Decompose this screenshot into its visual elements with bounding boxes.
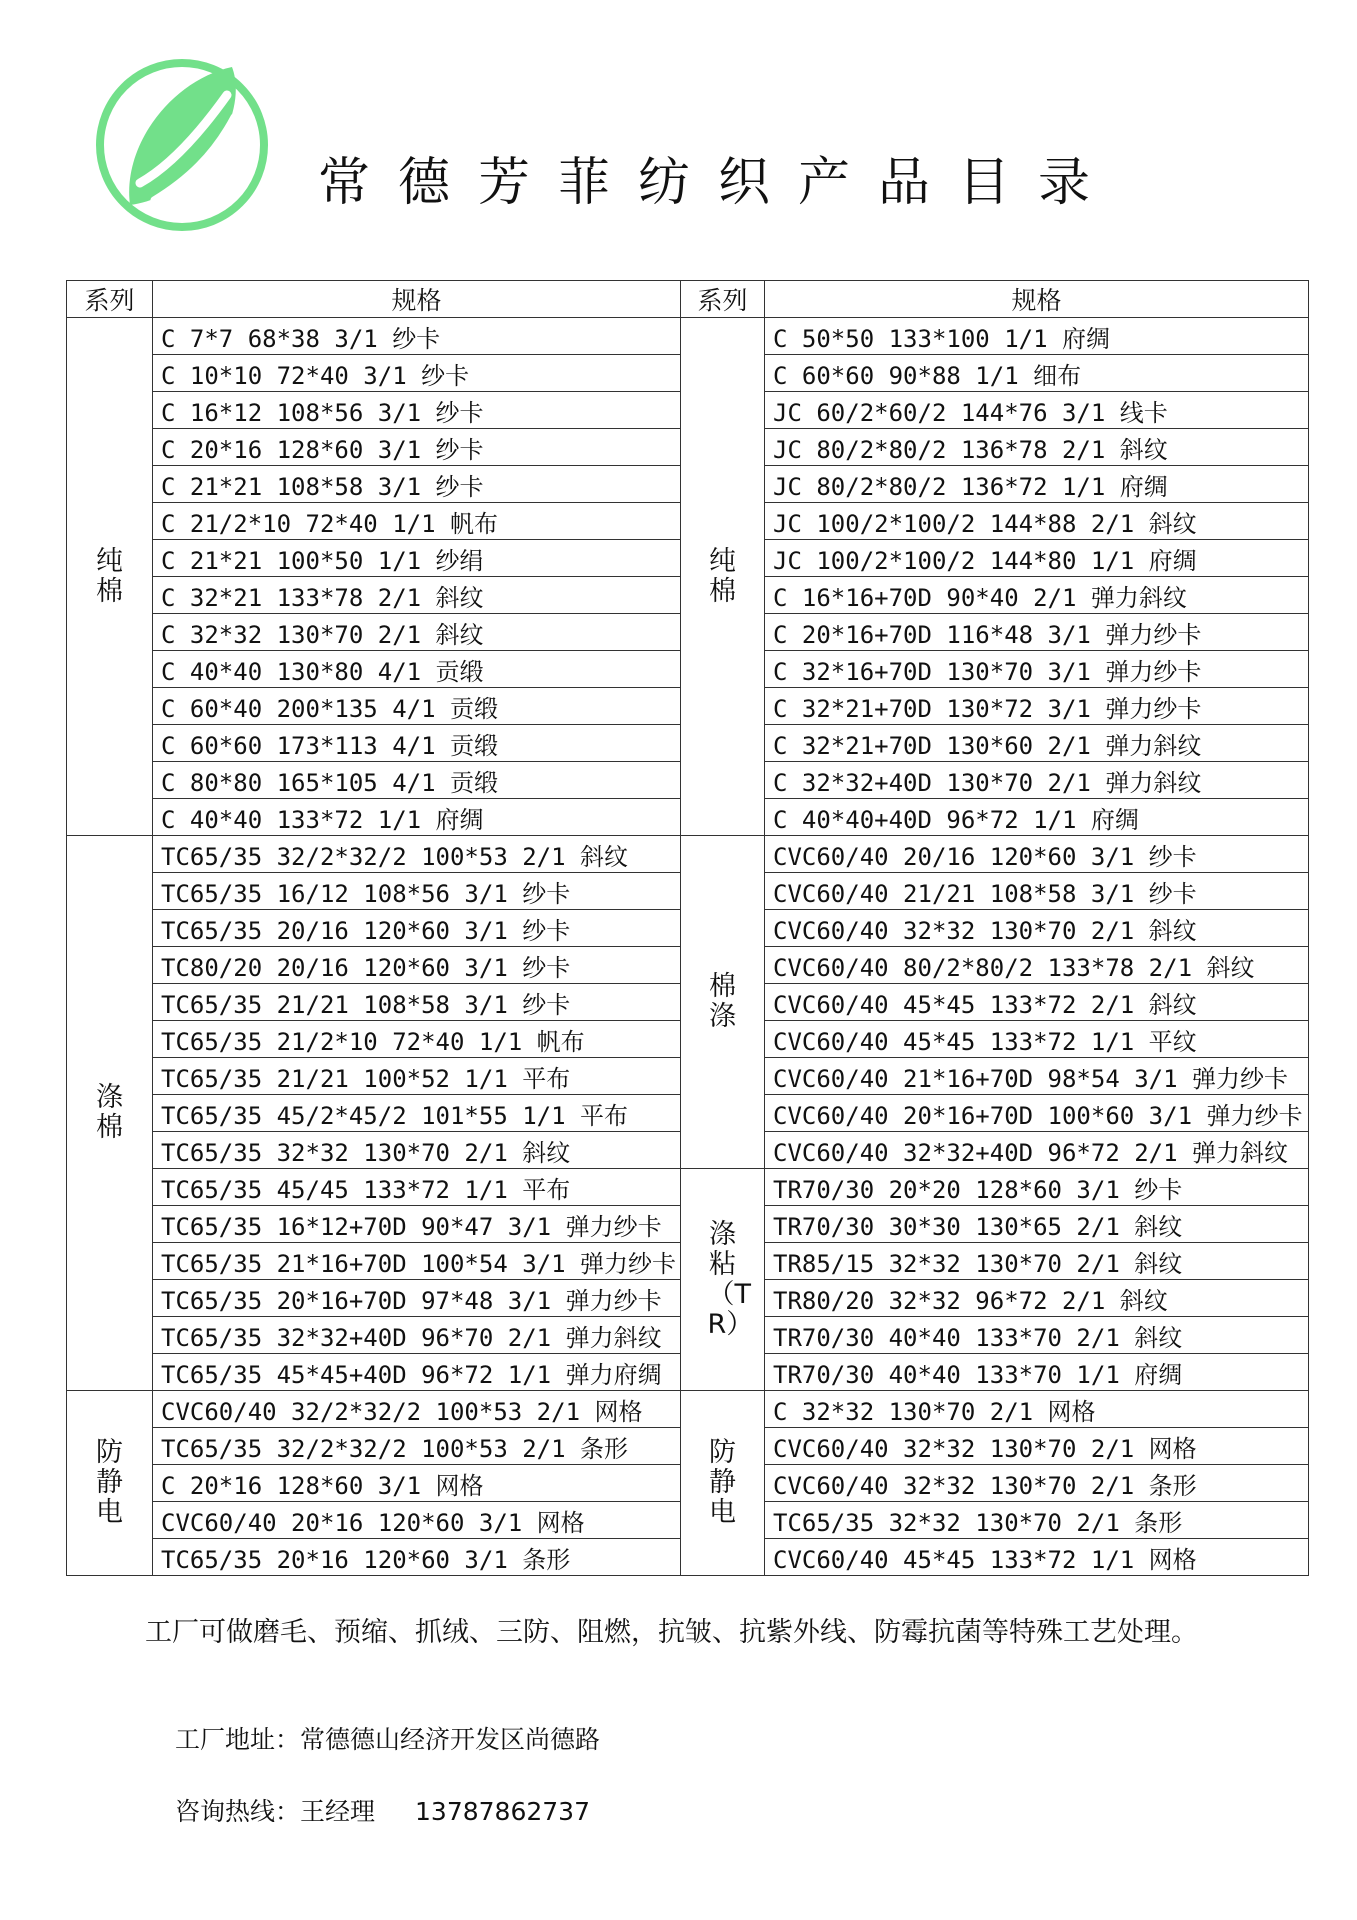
- spec-cell-right: JC 100/2*100/2 144*88 2/1 斜纹: [765, 503, 1309, 540]
- spec-cell-left: C 7*7 68*38 3/1 纱卡: [153, 318, 681, 355]
- spec-cell-right: CVC60/40 80/2*80/2 133*78 2/1 斜纹: [765, 947, 1309, 984]
- spec-cell-left: C 16*12 108*56 3/1 纱卡: [153, 392, 681, 429]
- company-logo: [92, 55, 272, 235]
- spec-cell-left: C 80*80 165*105 4/1 贡缎: [153, 762, 681, 799]
- spec-cell-right: C 32*16+70D 130*70 3/1 弹力纱卡: [765, 651, 1309, 688]
- series-label: 涤棉: [96, 1082, 123, 1143]
- series-cell-right: [681, 1169, 765, 1391]
- spec-cell-left: TC65/35 21/21 108*58 3/1 纱卡: [153, 984, 681, 1021]
- spec-cell-left: CVC60/40 32/2*32/2 100*53 2/1 网格: [153, 1391, 681, 1428]
- series-label: 防静电: [96, 1437, 123, 1528]
- spec-cell-right: CVC60/40 20*16+70D 100*60 3/1 弹力纱卡: [765, 1095, 1309, 1132]
- spec-cell-left: C 20*16 128*60 3/1 网格: [153, 1465, 681, 1502]
- spec-cell-right: C 50*50 133*100 1/1 府绸: [765, 318, 1309, 355]
- spec-cell-left: TC65/35 45/45 133*72 1/1 平布: [153, 1169, 681, 1206]
- spec-cell-left: C 32*32 130*70 2/1 斜纹: [153, 614, 681, 651]
- series-cell-right: [681, 318, 765, 836]
- spec-cell-left: TC65/35 32*32 130*70 2/1 斜纹: [153, 1132, 681, 1169]
- spec-cell-right: TR70/30 40*40 133*70 2/1 斜纹: [765, 1317, 1309, 1354]
- spec-cell-left: C 10*10 72*40 3/1 纱卡: [153, 355, 681, 392]
- spec-cell-right: TR70/30 30*30 130*65 2/1 斜纹: [765, 1206, 1309, 1243]
- spec-cell-left: TC80/20 20/16 120*60 3/1 纱卡: [153, 947, 681, 984]
- spec-cell-right: TR70/30 40*40 133*70 1/1 府绸: [765, 1354, 1309, 1391]
- spec-cell-left: C 60*60 173*113 4/1 贡缎: [153, 725, 681, 762]
- hotline-contact: 王经理: [300, 1797, 376, 1826]
- table-row: [67, 318, 1309, 355]
- spec-cell-right: C 32*21+70D 130*60 2/1 弹力斜纹: [765, 725, 1309, 762]
- spec-cell-right: TR70/30 20*20 128*60 3/1 纱卡: [765, 1169, 1309, 1206]
- spec-cell-right: C 32*32+40D 130*70 2/1 弹力斜纹: [765, 762, 1309, 799]
- spec-cell-right: C 32*32 130*70 2/1 网格: [765, 1391, 1309, 1428]
- series-label: 纯棉: [96, 545, 123, 607]
- product-catalog-table: [66, 280, 1309, 1576]
- series-cell-right: [681, 836, 765, 1169]
- spec-cell-left: TC65/35 21*16+70D 100*54 3/1 弹力纱卡: [153, 1243, 681, 1280]
- address-value: 常德德山经济开发区尚德路: [300, 1725, 601, 1754]
- series-label: 涤粘（TR）: [707, 1218, 754, 1340]
- spec-cell-right: JC 60/2*60/2 144*76 3/1 线卡: [765, 392, 1309, 429]
- spec-cell-left: C 20*16 128*60 3/1 纱卡: [153, 429, 681, 466]
- spec-cell-left: TC65/35 32*32+40D 96*70 2/1 弹力斜纹: [153, 1317, 681, 1354]
- spec-cell-right: CVC60/40 21/21 108*58 3/1 纱卡: [765, 873, 1309, 910]
- table-row: [67, 836, 1309, 873]
- series-label: 纯棉: [709, 545, 736, 607]
- spec-cell-right: JC 80/2*80/2 136*72 1/1 府绸: [765, 466, 1309, 503]
- spec-cell-left: CVC60/40 20*16 120*60 3/1 网格: [153, 1502, 681, 1539]
- header-spec-right: 规格: [765, 281, 1309, 318]
- table-row: [67, 1391, 1309, 1428]
- spec-cell-left: C 60*40 200*135 4/1 贡缎: [153, 688, 681, 725]
- process-note: 工厂可做磨毛、预缩、抓绒、三防、阻燃，抗皱、抗紫外线、防霉抗菌等特殊工艺处理。: [145, 1617, 1198, 1648]
- header-series-right: 系列: [681, 281, 765, 318]
- series-cell-left: [67, 318, 153, 836]
- spec-cell-left: TC65/35 45*45+40D 96*72 1/1 弹力府绸: [153, 1354, 681, 1391]
- spec-cell-left: C 21/2*10 72*40 1/1 帆布: [153, 503, 681, 540]
- spec-cell-left: TC65/35 20*16+70D 97*48 3/1 弹力纱卡: [153, 1280, 681, 1317]
- spec-cell-right: CVC60/40 45*45 133*72 1/1 网格: [765, 1539, 1309, 1576]
- spec-cell-left: C 40*40 130*80 4/1 贡缎: [153, 651, 681, 688]
- spec-cell-left: TC65/35 16*12+70D 90*47 3/1 弹力纱卡: [153, 1206, 681, 1243]
- spec-cell-left: TC65/35 16/12 108*56 3/1 纱卡: [153, 873, 681, 910]
- spec-cell-right: C 16*16+70D 90*40 2/1 弹力斜纹: [765, 577, 1309, 614]
- page-title: 常德芳菲纺织产品目录: [318, 153, 1119, 213]
- spec-cell-right: C 40*40+40D 96*72 1/1 府绸: [765, 799, 1309, 836]
- spec-cell-right: TR80/20 32*32 96*72 2/1 斜纹: [765, 1280, 1309, 1317]
- series-cell-right: [681, 1391, 765, 1576]
- header-series-left: 系列: [67, 281, 153, 318]
- spec-cell-right: CVC60/40 32*32+40D 96*72 2/1 弹力斜纹: [765, 1132, 1309, 1169]
- spec-cell-left: TC65/35 20*16 120*60 3/1 条形: [153, 1539, 681, 1576]
- spec-cell-right: C 32*21+70D 130*72 3/1 弹力纱卡: [765, 688, 1309, 725]
- spec-cell-right: CVC60/40 45*45 133*72 1/1 平纹: [765, 1021, 1309, 1058]
- spec-cell-left: TC65/35 21/21 100*52 1/1 平布: [153, 1058, 681, 1095]
- hotline-phone: 13787862737: [415, 1797, 590, 1826]
- series-cell-left: [67, 836, 153, 1391]
- hotline: [175, 1792, 590, 1828]
- spec-cell-right: TC65/35 32*32 130*70 2/1 条形: [765, 1502, 1309, 1539]
- series-label: 防静电: [709, 1437, 736, 1528]
- table-row: [67, 1169, 1309, 1206]
- spec-cell-right: C 60*60 90*88 1/1 细布: [765, 355, 1309, 392]
- header-spec-left: 规格: [153, 281, 681, 318]
- series-cell-left: [67, 1391, 153, 1576]
- spec-cell-right: CVC60/40 32*32 130*70 2/1 网格: [765, 1428, 1309, 1465]
- spec-cell-right: JC 80/2*80/2 136*78 2/1 斜纹: [765, 429, 1309, 466]
- spec-cell-left: TC65/35 32/2*32/2 100*53 2/1 条形: [153, 1428, 681, 1465]
- spec-cell-left: C 21*21 100*50 1/1 纱绢: [153, 540, 681, 577]
- spec-cell-right: CVC60/40 32*32 130*70 2/1 条形: [765, 1465, 1309, 1502]
- spec-cell-left: TC65/35 20/16 120*60 3/1 纱卡: [153, 910, 681, 947]
- spec-cell-left: C 21*21 108*58 3/1 纱卡: [153, 466, 681, 503]
- spec-cell-left: TC65/35 32/2*32/2 100*53 2/1 斜纹: [153, 836, 681, 873]
- table-header-row: [67, 281, 1309, 318]
- spec-cell-right: CVC60/40 45*45 133*72 2/1 斜纹: [765, 984, 1309, 1021]
- address-label: 工厂地址：: [175, 1725, 301, 1754]
- spec-cell-right: CVC60/40 21*16+70D 98*54 3/1 弹力纱卡: [765, 1058, 1309, 1095]
- spec-cell-left: TC65/35 21/2*10 72*40 1/1 帆布: [153, 1021, 681, 1058]
- hotline-label: 咨询热线：: [175, 1797, 301, 1826]
- spec-cell-right: C 20*16+70D 116*48 3/1 弹力纱卡: [765, 614, 1309, 651]
- spec-cell-right: CVC60/40 20/16 120*60 3/1 纱卡: [765, 836, 1309, 873]
- spec-cell-right: JC 100/2*100/2 144*80 1/1 府绸: [765, 540, 1309, 577]
- spec-cell-left: C 40*40 133*72 1/1 府绸: [153, 799, 681, 836]
- series-label: 棉涤: [709, 971, 736, 1032]
- spec-cell-right: TR85/15 32*32 130*70 2/1 斜纹: [765, 1243, 1309, 1280]
- spec-cell-right: CVC60/40 32*32 130*70 2/1 斜纹: [765, 910, 1309, 947]
- factory-address: [175, 1720, 600, 1756]
- spec-cell-left: TC65/35 45/2*45/2 101*55 1/1 平布: [153, 1095, 681, 1132]
- spec-cell-left: C 32*21 133*78 2/1 斜纹: [153, 577, 681, 614]
